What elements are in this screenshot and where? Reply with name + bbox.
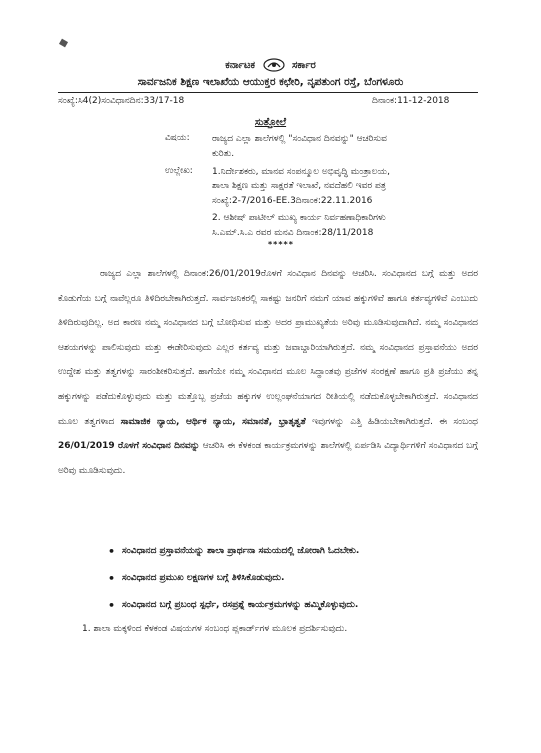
list-item: • ಸಂವಿಧಾನದ ಪ್ರಮುಖ ಲಕ್ಷಣಗಳ ಬಗ್ಗೆ ತಿಳಿಸಿಕೊಡುವುದು. [108, 565, 359, 592]
numbered-item-1: 1. ಶಾಲಾ ಮಕ್ಕಳಿಂದ ಕೆಳಕಂಡ ವಿಷಯಗಳ ಸಂಬಂಧ ಪ್ಲಕಾರ್ಡ್‌ಗಳ ಮೂಲಕ ಪ್ರದರ್ಶಿಸುವುದು. [82, 624, 348, 634]
scan-mark [59, 39, 68, 48]
office-address: ಸಾರ್ವಜನಿಕ ಶಿಕ್ಷಣ ಇಲಾಖೆಯ ಆಯುಕ್ತರ ಕಛೇರಿ, ನೃಪತುಂಗ ರಸ್ತೆ, ಬೆಂಗಳೂರು [137, 76, 404, 88]
reference-line-3: ಸಂಖ್ಯೆ:2-7/2016-EE.3ದಿನಾಂಕ:22.11.2016 [212, 196, 373, 206]
body-text-end: ಆಚರಿಸಿ ಈ ಕೆಳಕಂಡ ಕಾರ್ಯಕ್ರಮಗಳನ್ನು ಶಾಲೆಗಳಲ್ಲಿ ಏರ್ಪಡಿಸಿ ವಿದ್ಯಾರ್ಥಿಗಳಿಗೆ ಸಂವಿಧಾನದ ಬಗ್ಗೆ ಅರಿವು ಮೂಡಿಸುವುದು. [58, 441, 478, 476]
body-paragraph [58, 262, 478, 483]
list-item: • ಸಂವಿಧಾನದ ಬಗ್ಗೆ ಪ್ರಬಂಧ ಸ್ಪರ್ಧೆ, ರಸಪ್ರಶ್ನೆ ಕಾರ್ಯಕ್ರಮಗಳನ್ನು ಹಮ್ಮಿಕೊಳ್ಳುವುದು. [108, 592, 359, 619]
header-divider [58, 92, 478, 93]
state-emblem-icon [263, 58, 285, 72]
subject-label: ವಿಷಯ: [165, 133, 190, 143]
circular-title: ಸುತ್ತೋಲೆ [254, 117, 287, 128]
section-separator: ***** [268, 240, 294, 249]
header-government: ಸರ್ಕಾರ [291, 60, 316, 71]
references-label: ಉಲ್ಲೇಖ: [165, 166, 193, 176]
activity-list [108, 538, 359, 619]
body-text-start: ರಾಜ್ಯದ ಎಲ್ಲಾ ಶಾಲೆಗಳಲ್ಲಿ ದಿನಾಂಕ:26/01/2019ರೊಳಗೆ ಸಂವಿಧಾನ ದಿನವನ್ನು ಆಚರಿಸಿ. ಸಂವಿಧಾನದ ಬಗ್ಗೆ ಮತ್ತು ಅದರ ಕೊಡುಗೆಯ ಬಗ್ಗೆ ನಾವೆಲ್ಲರೂ ತಿಳಿದಿರಬೇಕಾಗಿರುತ್ತದೆ. ಸಾರ್ವಜನಿಕರಲ್ಲಿ ಸಾಕಷ್ಟು ಜನರಿಗೆ ನಮಗೆ ಯಾವ ಹಕ್ಕುಗಳಿವೆ ಹಾಗೂ ಕರ್ತವ್ಯಗಳಿವೆ ಎಂಬುದು ತಿಳಿದಿರುವುದಿಲ್ಲ. ಅದ ಕಾರಣ ನಮ್ಮ ಸಂವಿಧಾನದ ಬಗ್ಗೆ ಬೋಧಿಸುವ ಮತ್ತು ಅದರ ಪ್ರಾಮುಖ್ಯತೆಯ ಅರಿವು ಮೂಡಿಸುವುದಾಗಿದೆ. ನಮ್ಮ ಸಂವಿಧಾನದ ಆಶಯಗಳನ್ನು ಪಾಲಿಸುವುದು ಮತ್ತು ಈಡೇರಿಸುವುದು ಎಲ್ಲರ ಕರ್ತವ್ಯ ಮತ್ತು ಜವಾಬ್ದಾರಿಯಾಗಿರುತ್ತದೆ. ನಮ್ಮ ಸಂವಿಧಾನದ ಪ್ರಸ್ತಾವನೆಯು ಅದರ ಉದ್ದೇಶ ಮತ್ತು ತತ್ವಗಳನ್ನು ಸಾರಂಶೀಕರಿಸುತ್ತದೆ. ಹಾಗೆಯೇ ನಮ್ಮ ಸಂವಿಧಾನದ ಮೂಲ ಸಿದ್ಧಾಂತವು ಪ್ರಜೆಗಳ ಸಂರಕ್ಷಣೆ ಹಾಗೂ ಪ್ರತಿ ಪ್ರಜೆಯು ತನ್ನ ಹಕ್ಕುಗಳನ್ನು ಪಡೆದುಕೊಳ್ಳುವುದು ಮತ್ತು ಮತ್ತೊಬ್ಬ ಪ್ರಜೆಯ ಹಕ್ಕುಗಳ ಉಲ್ಲಂಘನೆಯಾಗದ ರೀತಿಯಲ್ಲಿ ನಡೆದುಕೊಳ್ಳಬೇಕಾಗಿರುತ್ತದೆ. ಸಂವಿಧಾನದ ಮೂಲ ತತ್ವಗಳಾದ [58, 269, 478, 427]
subject-line-1: ರಾಜ್ಯದ ಎಲ್ಲಾ ಶಾಲೆಗಳಲ್ಲಿ "ಸಂವಿಧಾನ ದಿನವನ್ನು" ಆಚರಿಸುವ [212, 134, 387, 144]
constitution-day-deadline: 26/01/2019 ರೊಳಗೆ ಸಂವಿಧಾನ ದಿನವನ್ನು [58, 441, 200, 452]
reference-line-1: 1.ನಿರ್ದೇಶಕರು, ಮಾನವ ಸಂಪನ್ಮೂಲ ಅಭಿವೃದ್ಧಿ ಮಂತ್ರಾಲಯ, [212, 167, 390, 177]
reference-line-2: ಶಾಲಾ ಶಿಕ್ಷಣ ಮತ್ತು ಸಾಕ್ಷರತೆ ಇಲಾಖೆ, ನವದೆಹಲಿ ಇವರ ಪತ್ರ [212, 181, 386, 191]
reference-number: ಸಂಖ್ಯೆ:ಸಿ4(2)ಸಂವಿಧಾನದಿನ:33/17-18 [58, 96, 185, 106]
subject-line-2: ಕುರಿತು. [212, 149, 235, 159]
body-text-middle: ಇವುಗಳನ್ನು ಎತ್ತಿ ಹಿಡಿಯಬೇಕಾಗಿರುತ್ತದೆ. ಈ ಸಂಬಂಧ [305, 416, 478, 427]
reference-line-5: ಸಿ.ಎಮ್.ಸಿ.ಎ ರವರ ಮನವಿ ದಿನಾಂಕ:28/11/2018 [212, 228, 374, 238]
constitution-principles: ಸಾಮಾಜಿಕ ನ್ಯಾಯ, ಆರ್ಥಿಕ ನ್ಯಾಯ, ಸಮಾನತೆ, ಭ್ರಾತೃತ್ವತೆ [120, 416, 306, 427]
header-karnataka: ಕರ್ನಾಟಕ [225, 60, 256, 71]
list-item: • ಸಂವಿಧಾನದ ಪ್ರಸ್ತಾವನೆಯನ್ನು ಶಾಲಾ ಪ್ರಾರ್ಥನಾ ಸಮಯದಲ್ಲಿ ಜೋರಾಗಿ ಓದಬೇಕು. [108, 538, 359, 565]
government-header [0, 58, 541, 72]
reference-line-4: 2. ಆಶೀಷ್ ಪಾಟೀಲ್ ಮುಖ್ಯ ಕಾರ್ಯ ನಿರ್ವಹಣಾಧಿಕಾರಿಗಳು [212, 213, 386, 223]
document-date: ದಿನಾಂಕ:11-12-2018 [372, 96, 450, 106]
